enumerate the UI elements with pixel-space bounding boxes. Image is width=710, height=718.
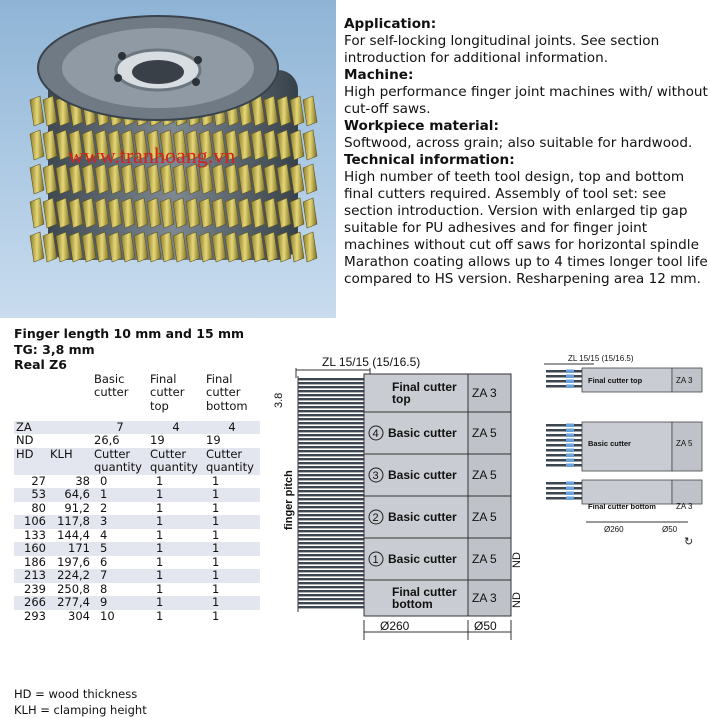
small-tip [566, 482, 574, 486]
finger-teeth [298, 378, 368, 608]
finger-tooth [298, 538, 368, 540]
machine-heading: Machine: [344, 67, 414, 83]
row-top-qty: 1 [148, 596, 204, 610]
za-value: ZA 5 [472, 468, 497, 482]
nd-top: 19 [150, 433, 165, 447]
finger-tooth [298, 394, 368, 396]
small-tip [566, 459, 574, 463]
finger-tooth [298, 570, 368, 572]
small-tip [566, 434, 574, 438]
row-klh: 144,4 [57, 527, 90, 542]
note-klh: KLH = clamping height [14, 703, 147, 717]
row-basic-qty: 3 [92, 515, 148, 529]
finger-tooth [298, 390, 368, 392]
cutter-label: Final cutter [392, 380, 457, 394]
finger-tooth [298, 534, 368, 536]
za-value: ZA 5 [472, 426, 497, 440]
table-row [14, 610, 260, 624]
small-za3-top: ZA 3 [676, 376, 693, 385]
finger-tooth [298, 466, 368, 468]
row-bottom-qty: 1 [212, 554, 220, 569]
table-notes [14, 686, 147, 718]
spec-title-tg: TG: 3,8 mm [14, 341, 95, 357]
row-top-qty: 1 [156, 500, 164, 515]
za-basic: 7 [92, 421, 148, 435]
small-finger [546, 464, 582, 467]
machine-text: High performance finger joint machines with/ without cut-off saws. [344, 84, 708, 117]
small-tip [566, 429, 574, 433]
row-klh: 117,8 [48, 515, 92, 529]
assembly-diagram [536, 352, 710, 552]
finger-tooth [298, 474, 368, 476]
small-tip [566, 464, 574, 468]
row-basic-qty: 0 [100, 473, 108, 488]
small-tip [566, 439, 574, 443]
finger-tooth [298, 462, 368, 464]
workpiece-heading: Workpiece material: [344, 118, 499, 134]
finger-tooth [298, 546, 368, 548]
finger-tooth [298, 514, 368, 516]
table-row [14, 583, 260, 597]
small-tip [566, 444, 574, 448]
row-bottom-qty: 1 [204, 596, 260, 610]
row-klh: 224,2 [48, 569, 92, 583]
za-label: ZA [14, 421, 48, 435]
row-hd: 239 [24, 581, 46, 596]
row-klh: 38 [75, 473, 90, 488]
finger-tooth [298, 478, 368, 480]
cutter-label: Basic cutter [388, 426, 457, 440]
finger-tooth [298, 510, 368, 512]
finger-tooth [298, 590, 368, 592]
row-hd: 80 [31, 500, 46, 515]
d260-label: Ø260 [380, 619, 410, 633]
small-za3-bottom: ZA 3 [676, 502, 693, 511]
finger-tooth [298, 414, 368, 416]
row-top-qty: 1 [148, 488, 204, 502]
small-finger [546, 459, 582, 462]
finger-tooth [298, 422, 368, 424]
finger-tooth [298, 386, 368, 388]
row-bottom-qty: 1 [204, 542, 260, 556]
row-klh: 171 [48, 542, 92, 556]
tooth [30, 232, 44, 262]
finger-tooth [298, 382, 368, 384]
row-top-qty: 1 [148, 569, 204, 583]
small-za5: ZA 5 [676, 439, 693, 448]
finger-tooth [298, 566, 368, 568]
cutter-label: bottom [392, 597, 433, 611]
finger-tooth [298, 446, 368, 448]
row-basic-qty: 8 [100, 581, 108, 596]
row-basic-qty: 2 [100, 500, 108, 515]
nd-label-2: ND [511, 592, 523, 608]
finger-tooth [298, 554, 368, 556]
finger-tooth [298, 470, 368, 472]
spec-title-real: Real Z6 [14, 357, 67, 372]
finger-tooth [298, 454, 368, 456]
assembly-parts [546, 368, 702, 504]
tooth [30, 198, 44, 228]
row-basic-qty: 1 [92, 488, 148, 502]
finger-tooth [298, 542, 368, 544]
small-finger [546, 444, 582, 447]
small-tip [566, 385, 574, 389]
finger-tooth [298, 490, 368, 492]
za-top: 4 [148, 421, 204, 435]
top-qty-header: Cutter quantity [148, 448, 204, 475]
row-hd: 160 [14, 542, 48, 556]
row-top-qty: 1 [156, 473, 164, 488]
spec-table [14, 373, 260, 624]
finger-tooth [298, 438, 368, 440]
finger-tooth [298, 402, 368, 404]
bottom-qty-header: Cutter quantity [204, 448, 260, 475]
product-description [344, 16, 710, 288]
row-bottom-qty: 1 [204, 569, 260, 583]
small-finger [546, 439, 582, 442]
cutter-label: Basic cutter [388, 468, 457, 482]
row-hd: 186 [24, 554, 46, 569]
row-klh: 91,2 [64, 500, 90, 515]
za-value: ZA 5 [472, 552, 497, 566]
finger-tooth [298, 518, 368, 520]
cutter-number: 3 [372, 470, 379, 482]
table-row [14, 475, 260, 489]
col-final-bottom: Final cutter bottom [206, 371, 248, 413]
row-hd: 106 [14, 515, 48, 529]
finger-tooth [298, 434, 368, 436]
application-heading: Application: [344, 16, 437, 32]
small-zl-label: ZL 15/15 (15/16.5) [568, 354, 634, 363]
finger-tooth [298, 406, 368, 408]
finger-tooth [298, 494, 368, 496]
row-klh: 197,6 [57, 554, 90, 569]
finger-tooth [298, 530, 368, 532]
cutter-label: Basic cutter [388, 510, 457, 524]
small-tip [566, 492, 574, 496]
product-photo [0, 0, 336, 318]
finger-tooth [298, 418, 368, 420]
row-basic-qty: 5 [92, 542, 148, 556]
tg-label: 3.8 [273, 392, 285, 408]
finger-tooth [298, 606, 368, 608]
application-text: For self-locking longitudinal joints. See section introduction for additional information. [344, 33, 660, 66]
small-d50: Ø50 [662, 525, 678, 534]
row-klh: 250,8 [57, 581, 90, 596]
table-row [14, 542, 260, 556]
small-finger [546, 492, 582, 495]
small-d260: Ø260 [604, 525, 624, 534]
row-top-qty: 1 [156, 581, 164, 596]
cutter-label: Basic cutter [388, 552, 457, 566]
small-finger [546, 434, 582, 437]
cutter-bodies [364, 374, 511, 616]
small-finger [546, 482, 582, 485]
row-hd: 133 [24, 527, 46, 542]
finger-tooth [298, 574, 368, 576]
small-finger [546, 487, 582, 490]
tooth [303, 130, 317, 160]
finger-pitch-label: finger pitch [283, 470, 295, 530]
cutter-number: 4 [372, 428, 379, 440]
small-finger [546, 385, 582, 388]
finger-tooth [298, 526, 368, 528]
row-klh: 304 [68, 608, 90, 623]
finger-tooth [298, 602, 368, 604]
finger-tooth [298, 450, 368, 452]
finger-tooth [298, 378, 368, 380]
row-bottom-qty: 1 [204, 488, 260, 502]
small-finger [546, 370, 582, 373]
row-hd: 27 [31, 473, 46, 488]
finger-tooth [298, 486, 368, 488]
finger-tooth [298, 586, 368, 588]
row-hd: 293 [24, 608, 46, 623]
note-hd: HD = wood thickness [14, 687, 138, 701]
cutter-number: 2 [372, 512, 379, 524]
nd-label-1: ND [511, 552, 523, 568]
klh-header: KLH [48, 448, 92, 475]
table-row [14, 529, 260, 543]
small-hub [672, 480, 702, 504]
small-finger [546, 449, 582, 452]
technical-text: High number of teeth tool design, top and bottom final cutters required. Assembly of tool set: see section introduction. Version with enlarged tip gap suitable for PU adhesives and for finger joint machines without cut off saws for horizontal spindle Marathon coating allows up to 4 times longer tool life compared to HS version. Resharpening area 12 mm. [344, 169, 708, 287]
finger-tooth [298, 594, 368, 596]
row-bottom-qty: 1 [212, 608, 220, 623]
small-tip [566, 454, 574, 458]
table-row [14, 556, 260, 570]
row-top-qty: 1 [156, 527, 164, 542]
small-tip [566, 370, 574, 374]
row-basic-qty: 7 [92, 569, 148, 583]
technical-heading: Technical information: [344, 152, 515, 168]
small-tip [566, 497, 574, 501]
finger-tooth [298, 442, 368, 444]
finger-tooth [298, 482, 368, 484]
d50-label: Ø50 [474, 619, 497, 633]
small-bottom-label: Final cutter bottom [588, 502, 656, 511]
col-basic-cutter: Basic cutter [94, 371, 129, 399]
finger-tooth [298, 582, 368, 584]
small-basic-label: Basic cutter [588, 439, 631, 448]
zl-label: ZL 15/15 (15/16.5) [322, 355, 421, 369]
row-top-qty: 1 [148, 542, 204, 556]
small-tip [566, 487, 574, 491]
finger-tooth [298, 498, 368, 500]
row-hd: 213 [14, 569, 48, 583]
za-value: ZA 5 [472, 510, 497, 524]
tooth [303, 164, 317, 194]
rotation-arrow-icon: ↻ [684, 536, 694, 548]
small-tip [566, 449, 574, 453]
small-top-label: Final cutter top [588, 376, 643, 385]
small-tip [566, 424, 574, 428]
finger-tooth [298, 562, 368, 564]
table-row [14, 596, 260, 610]
tooth [290, 232, 304, 262]
small-finger [546, 424, 582, 427]
nd-label: ND [16, 433, 34, 447]
finger-tooth [298, 578, 368, 580]
cutter-label: Final cutter [392, 585, 457, 599]
small-tip [566, 380, 574, 384]
row-top-qty: 1 [156, 608, 164, 623]
nd-bottom: 19 [206, 433, 221, 447]
tooth [303, 96, 317, 126]
finger-tooth [298, 558, 368, 560]
col-final-top: Final cutter top [150, 371, 185, 413]
hd-header: HD [14, 448, 48, 475]
table-row [14, 502, 260, 516]
workpiece-text: Softwood, across grain; also suitable for hardwood. [344, 135, 693, 151]
finger-tooth [298, 458, 368, 460]
tooth [30, 130, 44, 160]
za-value: ZA 3 [472, 591, 497, 605]
tooth [303, 232, 317, 262]
row-basic-qty: 4 [100, 527, 108, 542]
row-hd: 266 [14, 596, 48, 610]
small-finger [546, 497, 582, 500]
row-top-qty: 1 [156, 554, 164, 569]
small-finger [546, 454, 582, 457]
watermark-text: www.tranhoang.vn [68, 143, 236, 168]
finger-tooth [298, 398, 368, 400]
table-row [14, 488, 260, 502]
small-finger [546, 380, 582, 383]
finger-tooth [298, 506, 368, 508]
cutter-number: 1 [372, 554, 379, 566]
basic-qty-header: Cutter quantity [92, 448, 148, 475]
specifications [14, 326, 264, 623]
za-value: ZA 3 [472, 386, 497, 400]
finger-tooth [298, 430, 368, 432]
table-row [14, 515, 260, 529]
cutter-label: top [392, 392, 411, 406]
small-finger [546, 429, 582, 432]
row-bottom-qty: 1 [212, 527, 220, 542]
tooth [303, 198, 317, 228]
row-basic-qty: 9 [92, 596, 148, 610]
row-bottom-qty: 1 [212, 500, 220, 515]
row-bottom-qty: 1 [212, 581, 220, 596]
small-body [582, 480, 672, 504]
tooth [30, 164, 44, 194]
row-bottom-qty: 1 [212, 473, 220, 488]
finger-tooth [298, 410, 368, 412]
za-bottom: 4 [204, 421, 260, 435]
small-finger [546, 375, 582, 378]
finger-tooth [298, 598, 368, 600]
row-basic-qty: 6 [100, 554, 108, 569]
tool-set-diagram [268, 350, 530, 650]
row-klh: 64,6 [48, 488, 92, 502]
small-tip [566, 375, 574, 379]
row-basic-qty: 10 [100, 608, 115, 623]
row-klh: 277,4 [48, 596, 92, 610]
tooth [30, 96, 44, 126]
nd-basic: 26,6 [94, 433, 120, 447]
table-row [14, 569, 260, 583]
row-bottom-qty: 1 [204, 515, 260, 529]
finger-tooth [298, 522, 368, 524]
finger-tooth [298, 502, 368, 504]
row-hd: 53 [14, 488, 48, 502]
finger-tooth [298, 426, 368, 428]
finger-tooth [298, 550, 368, 552]
spec-title-finger-length: Finger length 10 mm and 15 mm [14, 326, 245, 341]
row-top-qty: 1 [148, 515, 204, 529]
spec-rows [14, 475, 260, 624]
